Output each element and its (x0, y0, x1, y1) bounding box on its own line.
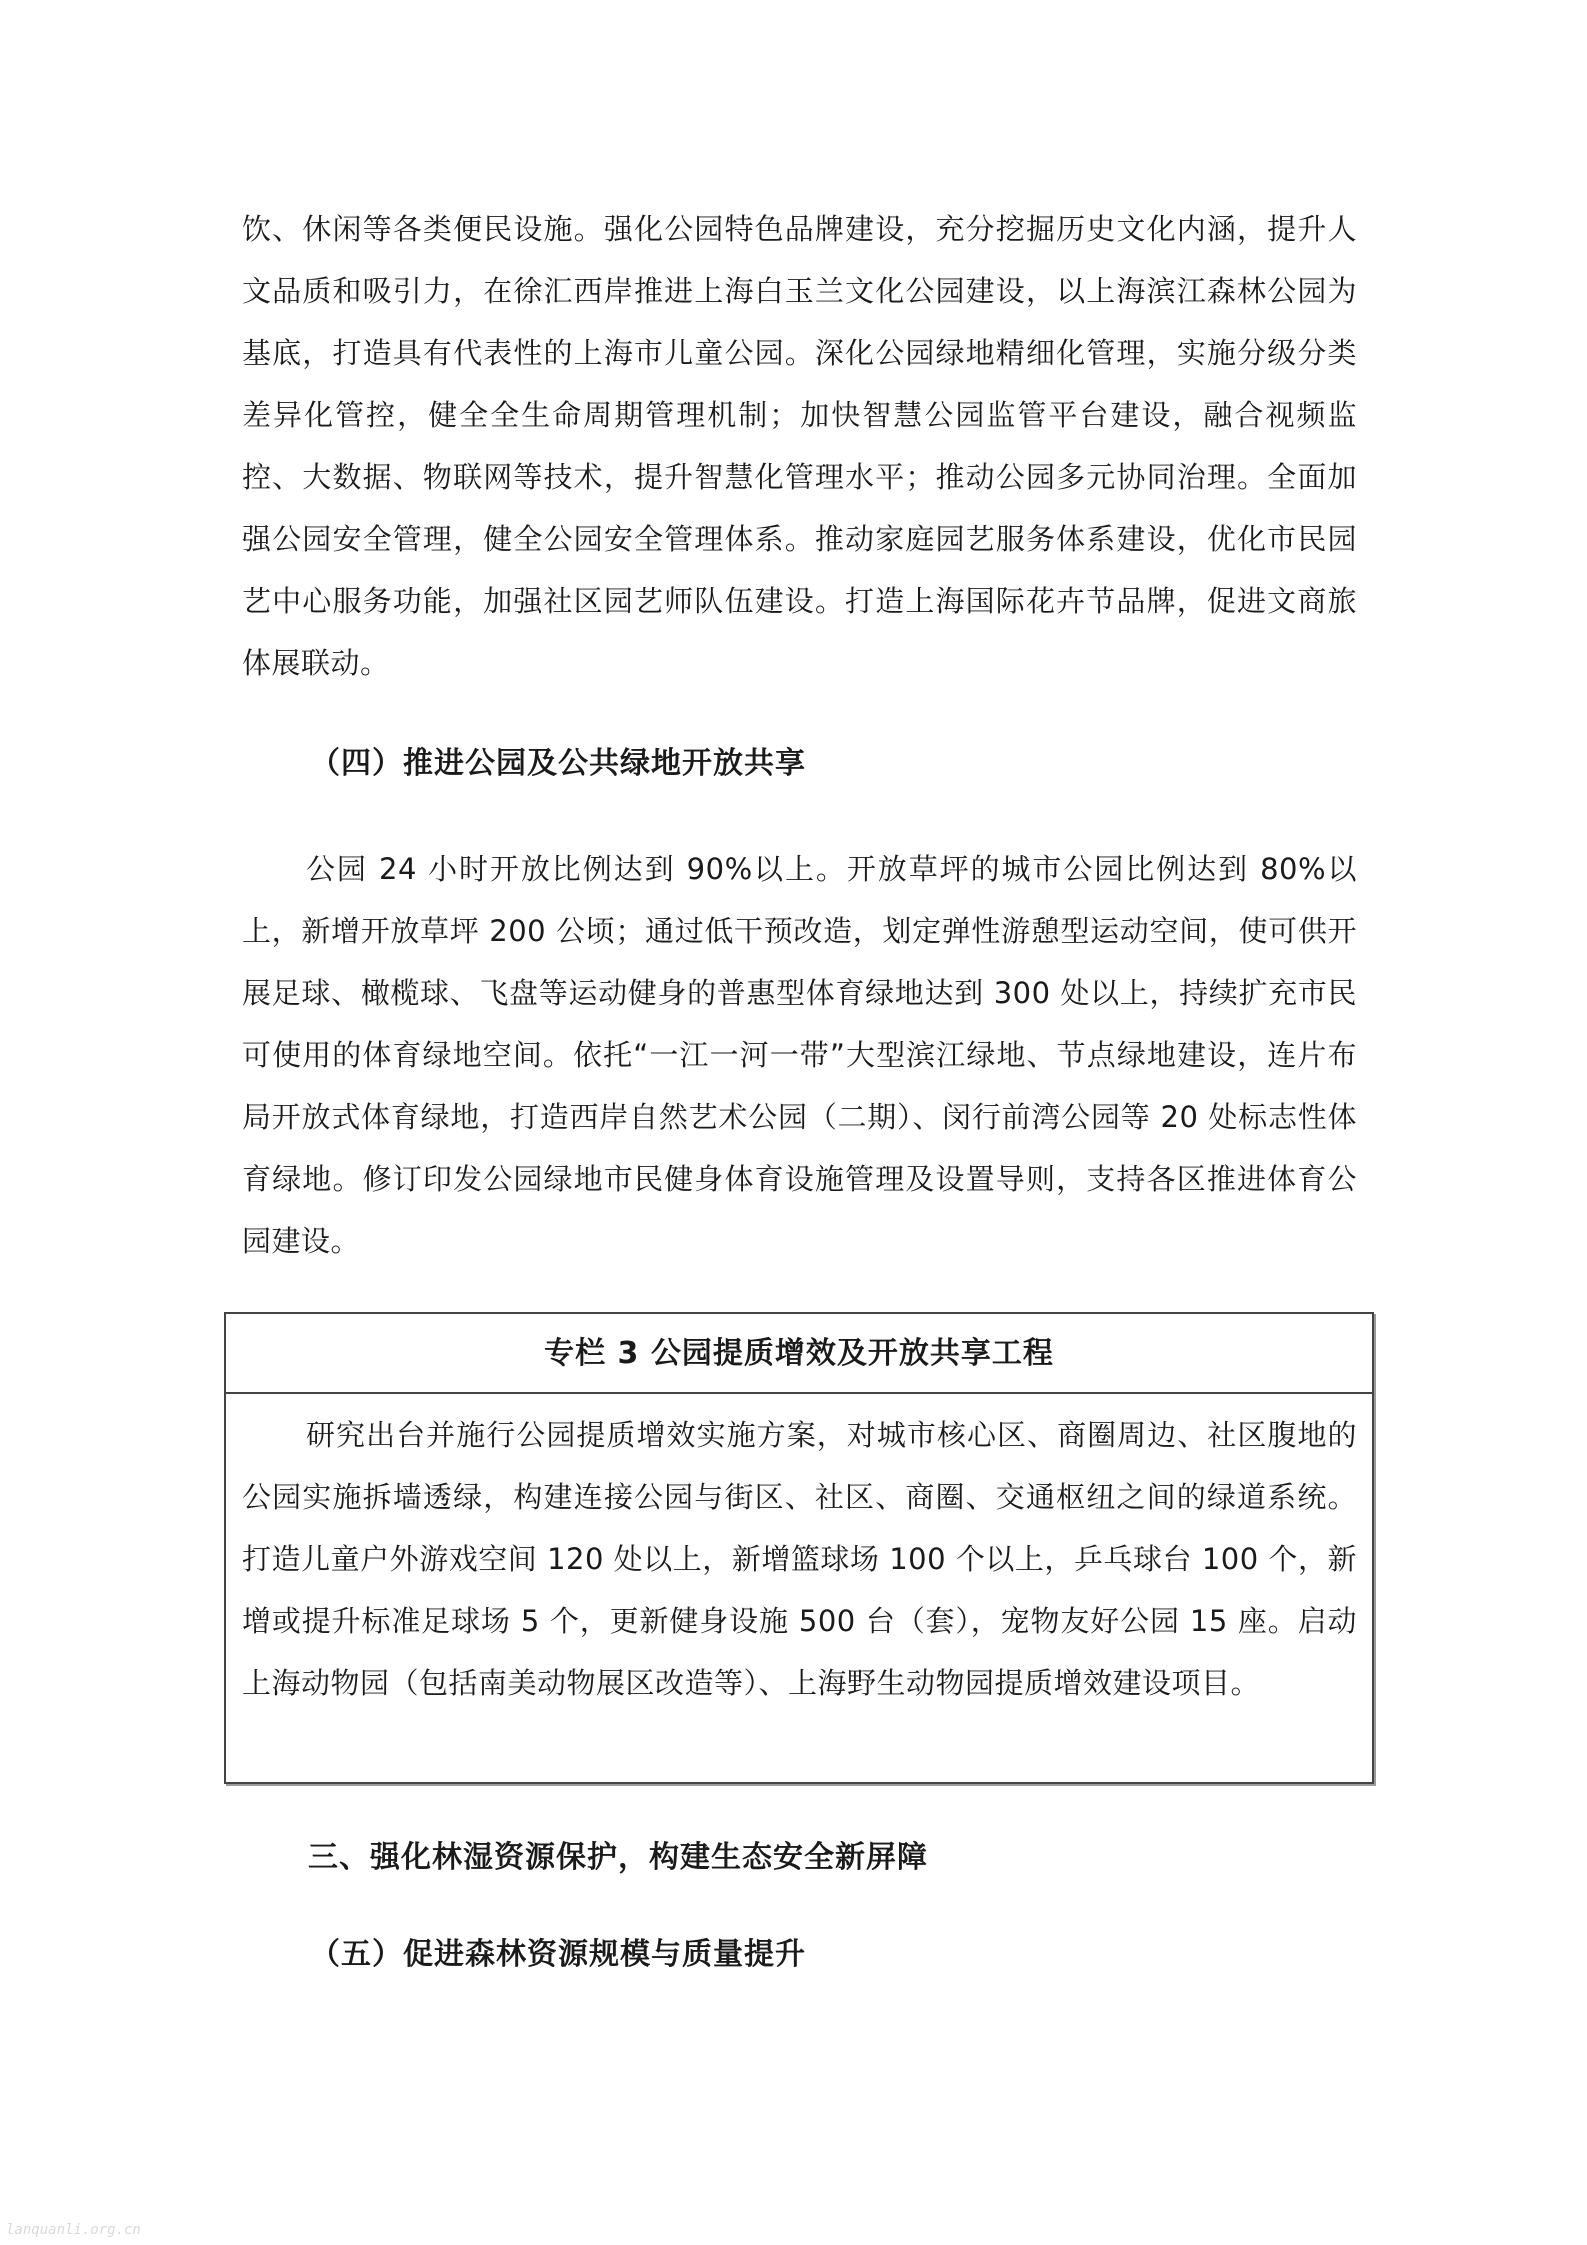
column-box-body: 研究出台并施行公园提质增效实施方案，对城市核心区、商圈周边、社区腹地的公园实施拆墙透绿，构建连接公园与街区、社区、商圈、交通枢纽之间的绿道系统。打造儿童户外游戏空间 120 处以上，新增篮球场 100 个以上，乒乓球台 100 个，新增或提升标准足球场 5 个，更新健身设施 500 台（套），宠物友好公园 15 座。启动上海动物园（包括南美动物展区改造等）、上海野生动物园提质增效建设项目。 (242, 1418, 1357, 1700)
heading-part-3: 三、强化林湿资源保护，构建生态安全新屏障 (308, 1840, 928, 1875)
heading-section-4: （四）推进公园及公共绿地开放共享 (310, 746, 806, 781)
paragraph-park-brand-management: 饮、休闲等各类便民设施。强化公园特色品牌建设，充分挖掘历史文化内涵，提升人文品质和吸引力，在徐汇西岸推进上海白玉兰文化公园建设，以上海滨江森林公园为基底，打造具有代表性的上海市儿童公园。深化公园绿地精细化管理，实施分级分类差异化管控，健全全生命周期管理机制；加快智慧公园监管平台建设，融合视频监控、大数据、物联网等技术，提升智慧化管理水平；推动公园多元协同治理。全面加强公园安全管理，健全公园安全管理体系。推动家庭园艺服务体系建设，优化市民园艺中心服务功能，加强社区园艺师队伍建设。打造上海国际花卉节品牌，促进文商旅体展联动。 (242, 212, 1357, 680)
heading-section-5: （五）促进森林资源规模与质量提升 (310, 1937, 806, 1972)
column-box-title: 专栏 3 公园提质增效及开放共享工程 (226, 1314, 1372, 1394)
paragraph-park-open-sharing: 公园 24 小时开放比例达到 90%以上。开放草坪的城市公园比例达到 80%以上，新增开放草坪 200 公顷；通过低干预改造，划定弹性游憩型运动空间，使可供开展足球、橄榄球、飞盘等运动健身的普惠型体育绿地达到 300 处以上，持续扩充市民可使用的体育绿地空间。依托“一江一河一带”大型滨江绿地、节点绿地建设，连片布局开放式体育绿地，打造西岸自然艺术公园（二期）、闵行前湾公园等 20 处标志性体育绿地。修订印发公园绿地市民健身体育设施管理及设置导则，支持各区推进体育公园建设。 (242, 852, 1357, 1258)
column-box-3 (224, 1312, 1374, 1784)
site-watermark: lanquanli.org.cn (6, 2222, 141, 2238)
